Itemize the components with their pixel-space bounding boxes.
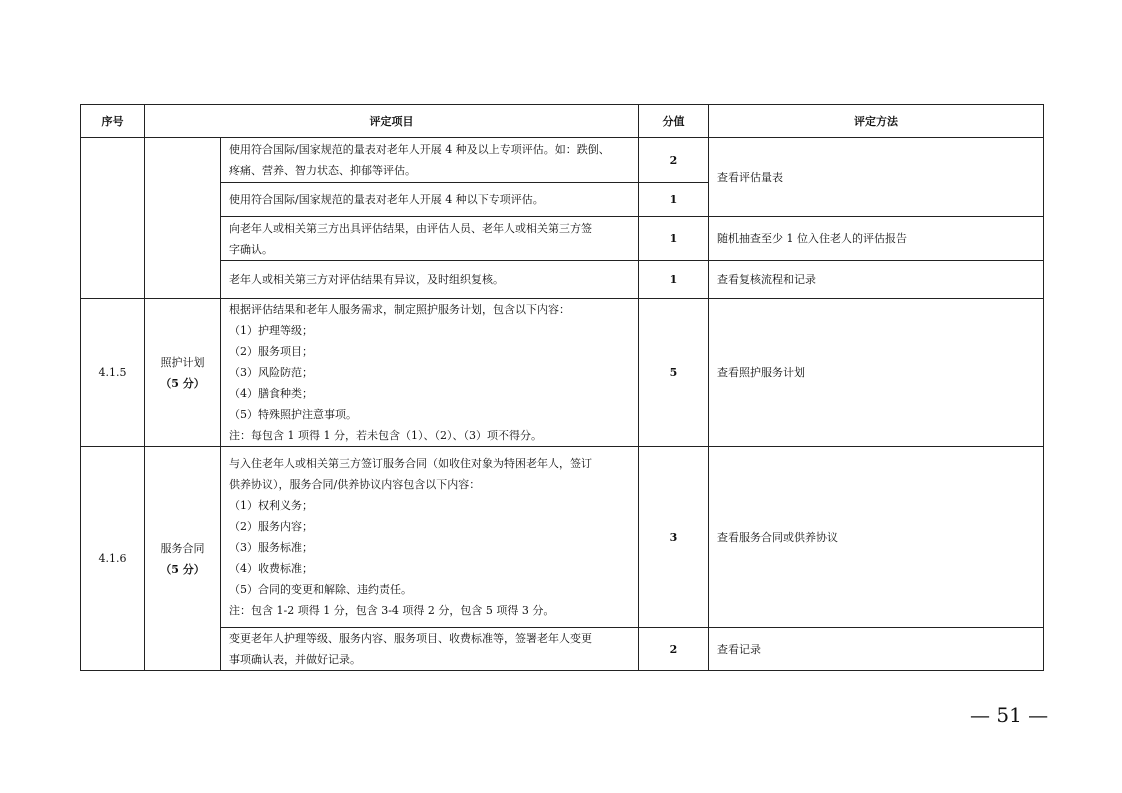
- item-points: （5 分）: [160, 376, 205, 390]
- score-value: 2: [639, 138, 709, 183]
- item-line: 事项确认表，并做好记录。: [229, 653, 361, 666]
- item-line: 使用符合国际/国家规范的量表对老年人开展 4 种以下专项评估。: [229, 193, 544, 206]
- item-content: [221, 261, 639, 299]
- item-line: 根据评估结果和老年人服务需求，制定照护服务计划，包含以下内容：: [229, 303, 570, 316]
- item-line: 变更老年人护理等级、服务内容、服务项目、收费标准等，签署老年人变更: [229, 632, 592, 645]
- score-value: 1: [639, 183, 709, 217]
- header-method: 评定方法: [709, 105, 1044, 138]
- header-score: 分值: [639, 105, 709, 138]
- evaluation-table: [80, 104, 1044, 671]
- page-number: — 51 —: [970, 703, 1049, 727]
- item-line: 疼痛、营养、智力状态、抑郁等评估。: [229, 164, 416, 177]
- table-row: [81, 261, 1044, 299]
- item-line: （4）膳食种类；: [229, 387, 313, 400]
- table-row: [81, 138, 1044, 183]
- item-line: （2）服务内容；: [229, 520, 313, 533]
- item-name-cell: [145, 138, 221, 299]
- score-value: 2: [639, 628, 709, 671]
- item-content: [221, 138, 639, 183]
- item-content: [221, 628, 639, 671]
- row-number: 4.1.6: [81, 447, 145, 671]
- item-name-cell: [145, 299, 221, 447]
- row-number-cell: [81, 138, 145, 299]
- item-line: （3）服务标准；: [229, 541, 313, 554]
- item-line: 字确认。: [229, 242, 273, 256]
- item-line: （1）护理等级；: [229, 324, 313, 337]
- header-item: 评定项目: [145, 105, 639, 138]
- score-value: 5: [639, 299, 709, 447]
- header-no: 序号: [81, 105, 145, 138]
- method-text: 查看照护服务计划: [709, 299, 1044, 447]
- item-line: （5）合同的变更和解除、违约责任。: [229, 583, 412, 596]
- row-number: 4.1.5: [81, 299, 145, 447]
- item-line: 向老年人或相关第三方出具评估结果，由评估人员、老年人或相关第三方签: [229, 221, 592, 235]
- item-line: （1）权利义务；: [229, 499, 313, 512]
- score-value: 1: [639, 261, 709, 299]
- item-line: 注：每包含 1 项得 1 分，若未包含（1）、（2）、（3）项不得分。: [229, 429, 542, 442]
- method-text: 随机抽查至少 1 位入住老人的评估报告: [709, 217, 1044, 261]
- item-name: 服务合同: [160, 541, 205, 555]
- item-content: [221, 447, 639, 628]
- item-content: [221, 183, 639, 217]
- item-name-cell: [145, 447, 221, 671]
- score-value: 1: [639, 217, 709, 261]
- item-points: （5 分）: [160, 562, 205, 576]
- item-line: （5）特殊照护注意事项。: [229, 408, 357, 421]
- score-value: 3: [639, 447, 709, 628]
- item-line: 使用符合国际/国家规范的量表对老年人开展 4 种及以上专项评估。如：跌倒、: [229, 143, 610, 156]
- method-text: 查看服务合同或供养协议: [709, 447, 1044, 628]
- item-line: 与入住老年人或相关第三方签订服务合同（如收住对象为特困老年人，签订: [229, 457, 592, 470]
- table-row: [81, 299, 1044, 447]
- method-text: 查看评估量表: [709, 138, 1044, 217]
- item-name: 照护计划: [160, 355, 205, 369]
- table-row: [81, 217, 1044, 261]
- item-line: 老年人或相关第三方对评估结果有异议，及时组织复核。: [229, 273, 504, 286]
- item-line: 注：包含 1-2 项得 1 分，包含 3-4 项得 2 分，包含 5 项得 3 分。: [229, 604, 555, 617]
- item-content: [221, 217, 639, 261]
- item-line: （3）风险防范；: [229, 366, 313, 379]
- item-line: （4）收费标准；: [229, 562, 313, 575]
- header-row: [81, 105, 1044, 138]
- item-content: [221, 299, 639, 447]
- method-text: 查看复核流程和记录: [709, 261, 1044, 299]
- method-text: 查看记录: [709, 628, 1044, 671]
- table-row: [81, 447, 1044, 628]
- item-line: （2）服务项目；: [229, 345, 313, 358]
- item-line: 供养协议），服务合同/供养协议内容包含以下内容：: [229, 478, 481, 491]
- table-row: [81, 628, 1044, 671]
